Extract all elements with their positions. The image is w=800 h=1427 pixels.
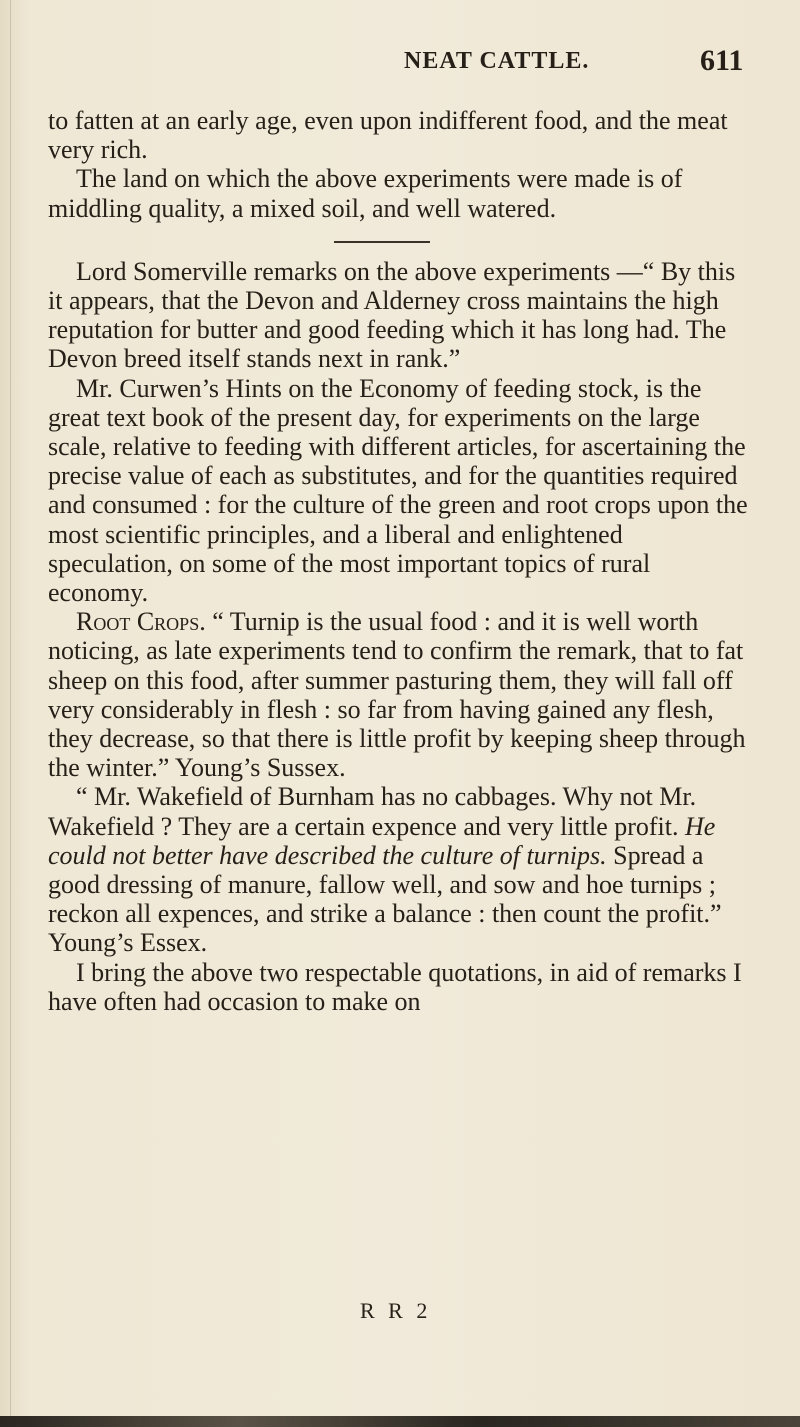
paragraph-4: Mr. Curwen’s Hints on the Economy of feeding stock, is the great text book of the present day, for experiments on the large scale, relative to feeding with different articles, for ascertaining the precise value of each as substitutes, and for the quantities required and consumed : for the culture of the green and root crops upon the most scientific principles, and a liberal and enlightened speculation, on some of the most important topics of rural economy. (48, 373, 748, 608)
paragraph-2: The land on which the above experiments were made is of middling quality, a mixed soil, and well watered. (48, 164, 683, 223)
section-divider (334, 241, 430, 243)
page-gutter-shadow (10, 0, 11, 1427)
paragraph-5-text: “ Turnip is the usual food : and it is well worth noticing, as late experiments tend to confirm the remark, that to fat sheep on this food, after summer pasturing them, they will fall off very considerably in flesh : so far from having gained any flesh, they decrease, so that there is little profit by keeping sheep through the winter.” Young’s Sussex. (48, 607, 746, 783)
paragraph-3: Lord Somerville remarks on the above experiments —“ By this it appears, that the Devon and Alderney cross maintains the high reputation for butter and good feeding which it has long had. The Devon breed itself stands next in rank.” (48, 256, 736, 374)
printer-signature: R R 2 (360, 1298, 432, 1323)
paragraph-5 (48, 607, 748, 782)
root-crops-heading: Root Crops. (76, 607, 206, 637)
page-header (0, 44, 800, 84)
body-text (48, 106, 748, 1016)
paragraph-6-a: “ Mr. Wakefield of Burnham has no cabbages. Why not Mr. Wakefield ? They are a certain expence and very little profit. (48, 782, 697, 841)
paragraph-6-b: Spread a good dressing of manure, fallow well, and sow and hoe turnips ; reckon all expences, and strike a balance : then count the profit.” Young’s Essex. (48, 840, 722, 958)
running-head: NEAT CATTLE. (404, 48, 590, 74)
paragraph-1: to fatten at an early age, even upon indifferent food, and the meat very rich. (48, 106, 728, 165)
page-number: 611 (700, 44, 744, 77)
page-bottom-edge (0, 1416, 800, 1427)
paragraph-6-italic: He could not better have described the culture of turnips. (48, 811, 716, 870)
paragraph-7: I bring the above two respectable quotations, in aid of remarks I have often had occasion to make on (48, 957, 742, 1016)
paragraph-6 (48, 782, 748, 957)
